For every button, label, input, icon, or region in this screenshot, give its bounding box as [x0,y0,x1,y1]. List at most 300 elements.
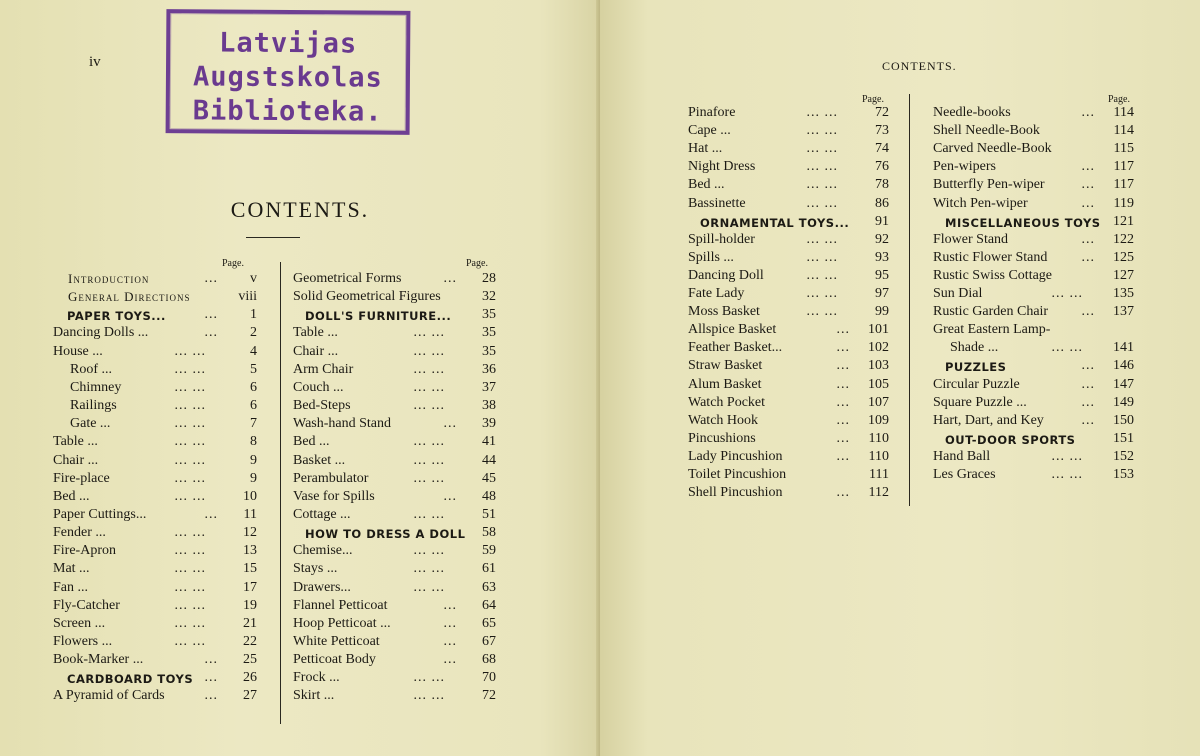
entry-label: OUT-DOOR SPORTS [945,432,1076,447]
entry-label: MISCELLANEOUS TOYS [945,215,1101,230]
contents-entry[interactable] [53,598,257,616]
entry-label: Pincushions [688,430,756,446]
entry-leader-dots: ... ... [413,434,445,450]
entry-label: Toilet Pincushion [688,467,787,482]
contents-entry[interactable] [53,271,257,289]
contents-entry[interactable] [933,141,1134,159]
entry-label: Butterfly Pen-wiper [933,177,1045,193]
contents-entry[interactable] [933,286,1134,304]
entry-leader-dots: ... ... [1051,286,1083,301]
entry-label: Feather Basket... [688,340,783,356]
entry-page-number: 10 [243,488,257,504]
entry-label: Allspice Basket [688,322,777,338]
contents-entry[interactable] [293,380,496,398]
entry-label: Flowers ... [53,634,113,649]
entry-leader-dots: ... ... [174,470,206,486]
entry-leader-dots: ... ... [806,249,838,265]
running-head: CONTENTS. [882,59,957,73]
contents-entry[interactable] [688,232,889,250]
entry-label: Bed ... [688,177,725,193]
contents-entry[interactable] [293,471,496,489]
entry-label: Solid Geometrical Figures [293,289,441,305]
entry-label: Watch Pocket [688,394,766,410]
contents-entry[interactable] [293,507,496,525]
entry-leader-dots: ... ... [174,597,206,613]
contents-entry[interactable] [53,652,257,670]
contents-entry[interactable] [688,358,889,376]
contents-entry[interactable] [293,489,496,507]
contents-entry[interactable] [933,123,1134,141]
contents-entry[interactable] [293,271,496,289]
entry-leader-dots: ... ... [174,398,206,414]
entry-leader-dots: ... [443,634,457,649]
entry-leader-dots: ... [836,430,850,446]
entry-page-number: 19 [243,597,257,613]
entry-page-number: 149 [1113,394,1134,410]
entry-label: Stays ... [293,561,338,577]
contents-entry[interactable] [688,250,889,268]
entry-leader-dots: ... [1081,105,1095,120]
entry-page-number: 114 [1113,105,1134,120]
entry-leader-dots: ... [1081,412,1095,428]
entry-label: Gate ... [70,416,111,432]
entry-page-number: 65 [482,615,496,631]
entry-leader-dots: ... [1081,177,1095,193]
entry-label: Paper Cuttings... [53,506,147,522]
contents-entry[interactable] [688,141,889,159]
entry-label: Chemise... [293,543,353,559]
entry-label: Rustic Flower Stand [933,249,1048,265]
entry-label: Pen-wipers [933,159,996,175]
entry-leader-dots: ... ... [413,361,445,377]
entry-page-number: 111 [869,467,889,482]
entry-label: Dancing Dolls ... [53,325,149,341]
entry-page-number: 58 [482,525,496,541]
entry-label: Book-Marker ... [53,652,144,668]
entry-page-number: 35 [482,325,496,341]
contents-entry[interactable] [293,307,496,325]
page-title: CONTENTS. [230,197,370,222]
contents-entry[interactable] [53,471,257,489]
contents-entry[interactable] [933,177,1134,195]
entry-label: Rustic Garden Chair [933,304,1049,320]
entry-leader-dots: ... ... [174,615,206,631]
entry-page-number: 6 [250,398,257,414]
entry-leader-dots: ... ... [174,452,206,468]
entry-page-number: 64 [482,597,496,613]
entry-label: Introduction [68,271,150,286]
entry-label: Flower Stand [933,231,1009,247]
contents-entry[interactable] [688,304,889,322]
contents-entry[interactable] [53,289,257,307]
entry-leader-dots: ... ... [174,579,206,595]
entry-page-number: 72 [875,105,889,120]
entry-leader-dots: ... ... [806,123,838,139]
contents-entry[interactable] [933,159,1134,177]
contents-entry[interactable] [293,598,496,616]
contents-entry[interactable] [933,413,1134,431]
entry-page-number: 117 [1113,159,1134,175]
entry-page-number: 115 [1113,141,1134,157]
entry-leader-dots: ... [443,652,457,668]
entry-page-number: 150 [1113,412,1134,428]
contents-entry[interactable] [688,105,889,123]
entry-page-number: 9 [250,452,257,468]
contents-entry[interactable] [293,543,496,561]
entry-label: Witch Pen-wiper [933,195,1028,211]
entry-label: Screen ... [53,615,106,631]
entry-leader-dots: ... ... [413,398,445,414]
entry-leader-dots: ... [443,488,457,504]
entry-label: Carved Needle-Book [933,141,1052,157]
entry-leader-dots: ... [1081,231,1095,247]
entry-label: Flannel Petticoat [293,597,388,613]
entry-page-number: 152 [1113,448,1134,464]
entry-label: Spills ... [688,249,734,265]
entry-page-number: 91 [875,213,889,229]
entry-page-number: 37 [482,379,496,395]
contents-entry[interactable] [53,580,257,598]
contents-entry[interactable] [933,377,1134,395]
contents-entry[interactable] [293,580,496,598]
entry-page-number: 25 [243,652,257,668]
entry-label: Couch ... [293,379,344,395]
entry-label: Hand Ball [933,448,991,464]
title-rule [246,237,300,238]
entry-page-number: 103 [868,358,889,374]
entry-page-number: 121 [1113,213,1134,229]
contents-entry[interactable] [53,561,257,579]
entry-page-number: 72 [482,688,496,704]
entry-leader-dots: ... [443,416,457,432]
entry-leader-dots: ... ... [806,231,838,247]
contents-entry[interactable] [933,232,1134,250]
entry-page-number: 127 [1113,267,1134,283]
entry-leader-dots: ... ... [174,561,206,577]
contents-entry[interactable] [293,652,496,670]
entry-label: Fire-place [53,470,110,486]
entry-label: Vase for Spills [293,488,375,504]
entry-leader-dots: ... ... [413,688,445,704]
entry-page-number: 107 [868,394,889,410]
contents-entry[interactable] [933,196,1134,214]
contents-entry[interactable] [933,467,1134,485]
contents-entry[interactable] [293,344,496,362]
entry-label: Geometrical Forms [293,271,402,286]
contents-entry[interactable] [293,688,496,706]
entry-page-number: 2 [250,325,257,341]
contents-entry[interactable] [53,398,257,416]
contents-entry[interactable] [53,525,257,543]
entry-label: Night Dress [688,159,756,175]
contents-entry[interactable] [53,543,257,561]
contents-entry[interactable] [688,268,889,286]
entry-page-number: 74 [875,141,889,157]
contents-entry[interactable] [933,322,1134,340]
contents-entry[interactable] [688,214,889,232]
entry-leader-dots: ... ... [174,543,206,559]
contents-entry[interactable] [688,431,889,449]
entry-leader-dots: ... [1081,376,1095,392]
entry-page-number: 93 [875,249,889,265]
contents-entry[interactable] [53,416,257,434]
entry-page-number: 1 [250,307,257,323]
entry-leader-dots: ... [836,358,850,374]
entry-label: Fate Lady [688,286,745,301]
contents-entry[interactable] [293,561,496,579]
entry-label: House ... [53,343,103,359]
entry-page-number: 117 [1113,177,1134,193]
entry-leader-dots: ... ... [806,105,838,120]
entry-page-number: 39 [482,416,496,432]
entry-leader-dots: ... [1081,249,1095,265]
entry-leader-dots: ... ... [413,470,445,486]
entry-page-number: 35 [482,307,496,323]
entry-label: Rustic Swiss Cottage [933,267,1053,283]
contents-entry[interactable] [293,325,496,343]
entry-page-number: 12 [243,525,257,541]
contents-entry[interactable] [688,177,889,195]
entry-label: Bed ... [293,434,330,450]
entry-page-number: 146 [1113,358,1134,374]
entry-leader-dots: ... [1081,195,1095,211]
contents-entry[interactable] [688,395,889,413]
entry-label: Arm Chair [293,361,354,377]
contents-entry[interactable] [293,416,496,434]
entry-label: Cottage ... [293,506,351,522]
entry-leader-dots: ... [204,307,218,323]
column-divider-right [909,94,910,506]
contents-entry[interactable] [293,289,496,307]
contents-entry[interactable] [933,214,1134,232]
entry-leader-dots: ... ... [413,379,445,395]
contents-entry[interactable] [933,358,1134,376]
contents-entry[interactable] [53,634,257,652]
entry-page-number: 73 [875,123,889,139]
entry-page-number: 101 [868,322,889,338]
entry-page-number: 135 [1113,286,1134,301]
entry-label: Hart, Dart, and Key [933,412,1044,428]
contents-entry[interactable] [293,362,496,380]
entry-label: DOLL'S FURNITURE... [305,309,452,324]
entry-label: Moss Basket [688,304,760,320]
entry-leader-dots: ... [204,325,218,341]
contents-entry[interactable] [53,380,257,398]
entry-page-number: 21 [243,615,257,631]
contents-entry[interactable] [53,616,257,634]
entry-page-number: 7 [250,416,257,432]
contents-entry[interactable] [688,340,889,358]
contents-entry[interactable] [293,453,496,471]
entry-page-number: 68 [482,652,496,668]
entry-page-number: viii [238,289,257,305]
entry-leader-dots: ... ... [413,325,445,341]
contents-entry[interactable] [293,525,496,543]
entry-page-number: 99 [875,304,889,320]
entry-page-number: 95 [875,267,889,283]
entry-leader-dots: ... ... [1051,448,1083,464]
entry-page-number: 36 [482,361,496,377]
entry-leader-dots: ... [836,448,850,464]
contents-entry[interactable] [688,123,889,141]
contents-entry[interactable] [293,434,496,452]
contents-entry[interactable] [933,250,1134,268]
contents-entry[interactable] [53,507,257,525]
entry-leader-dots: ... ... [174,634,206,649]
entry-page-number: 51 [482,506,496,522]
entry-label: Chair ... [293,343,339,359]
entry-page-number: v [250,271,257,286]
stamp-line-1: Latvijas [219,27,358,60]
entry-page-number: 102 [868,340,889,356]
entry-leader-dots: ... [836,412,850,428]
entry-leader-dots: ... [1081,304,1095,320]
contents-entry[interactable] [933,431,1134,449]
contents-entry[interactable] [688,322,889,340]
entry-leader-dots: ... ... [413,506,445,522]
entry-leader-dots: ... ... [174,379,206,395]
contents-entry[interactable] [933,340,1134,358]
entry-label: White Petticoat [293,634,380,649]
entry-page-number: 27 [243,688,257,704]
stamp-line-3: Biblioteka. [192,95,383,128]
contents-entry[interactable] [53,688,257,706]
entry-page-number: 105 [868,376,889,392]
entry-label: Railings [70,398,117,414]
contents-entry[interactable] [53,434,257,452]
contents-entry[interactable] [933,395,1134,413]
entry-leader-dots: ... ... [174,434,206,450]
entry-leader-dots: ... ... [413,561,445,577]
contents-entry[interactable] [933,105,1134,123]
entry-page-number: 67 [482,634,496,649]
entry-page-number: 86 [875,195,889,211]
entry-page-number: 22 [243,634,257,649]
entry-label: Fly-Catcher [53,597,120,613]
entry-label: Table ... [293,325,338,341]
entry-leader-dots: ... [836,394,850,410]
entry-leader-dots: ... [204,670,218,686]
entry-label: Chair ... [53,452,99,468]
entry-page-number: 125 [1113,249,1134,265]
entry-leader-dots: ... ... [174,343,206,359]
entry-label: Bed ... [53,488,90,504]
contents-entry[interactable] [933,268,1134,286]
stamp-line-2: Augstskolas [192,61,383,94]
contents-entry[interactable] [688,159,889,177]
entry-leader-dots: ... [836,322,850,338]
entry-page-number: 28 [482,271,496,286]
page-column-header: Page. [1108,94,1130,105]
entry-page-number: 147 [1113,376,1134,392]
contents-entry[interactable] [53,344,257,362]
contents-entry[interactable] [688,413,889,431]
entry-page-number: 44 [482,452,496,468]
entry-label: Shell Needle-Book [933,123,1040,139]
entry-page-number: 4 [250,343,257,359]
entry-page-number: 13 [243,543,257,559]
contents-entry[interactable] [53,307,257,325]
entry-label: Basket ... [293,452,346,468]
contents-entry[interactable] [53,362,257,380]
entry-label: Needle-books [933,105,1011,120]
entry-leader-dots: ... ... [806,177,838,193]
entry-leader-dots: ... [204,652,218,668]
contents-entry[interactable] [933,449,1134,467]
entry-page-number: 11 [243,506,257,522]
entry-page-number: 45 [482,470,496,486]
entry-page-number: 114 [1113,123,1134,139]
entry-leader-dots: ... ... [413,343,445,359]
contents-entry[interactable] [688,286,889,304]
entry-label: Pinafore [688,105,736,120]
entry-label: Cape ... [688,123,731,139]
contents-entry[interactable] [688,467,889,485]
entry-label: Frock ... [293,670,340,686]
entry-label: Chimney [70,379,122,395]
entry-label: Perambulator [293,470,369,486]
contents-entry[interactable] [688,485,889,503]
entry-leader-dots: ... ... [806,195,838,211]
contents-entry[interactable] [53,489,257,507]
entry-leader-dots: ... [443,271,457,286]
contents-entry[interactable] [293,398,496,416]
entry-leader-dots: ... ... [413,670,445,686]
entry-page-number: 8 [250,434,257,450]
entry-page-number: 70 [482,670,496,686]
entry-leader-dots: ... ... [174,488,206,504]
entry-label: Sun Dial [933,286,983,301]
contents-entry[interactable] [293,616,496,634]
page-column-header: Page. [466,258,488,269]
entry-page-number: 17 [243,579,257,595]
entry-label: Lady Pincushion [688,448,783,464]
entry-label: Skirt ... [293,688,335,704]
entry-leader-dots: ... ... [806,304,838,320]
entry-page-number: 61 [482,561,496,577]
contents-entry[interactable] [688,377,889,395]
contents-entry[interactable] [53,325,257,343]
entry-page-number: 38 [482,398,496,414]
contents-entry[interactable] [688,449,889,467]
entry-label: Wash-hand Stand [293,416,392,432]
entry-page-number: 78 [875,177,889,193]
entry-leader-dots: ... [1081,394,1095,410]
contents-entry[interactable] [933,304,1134,322]
contents-entry[interactable] [688,196,889,214]
contents-entry[interactable] [293,670,496,688]
contents-entry[interactable] [53,670,257,688]
entry-leader-dots: ... [204,506,218,522]
contents-entry[interactable] [53,453,257,471]
entry-leader-dots: ... [443,615,457,631]
entry-label: Table ... [53,434,98,450]
entry-leader-dots: ... ... [806,159,838,175]
entry-page-number: 97 [875,286,889,301]
entry-leader-dots: ... ... [1051,467,1083,482]
entry-label: PUZZLES [945,360,1007,375]
entry-page-number: 110 [868,448,889,464]
entry-page-number: 109 [868,412,889,428]
entry-label: CARDBOARD TOYS [67,672,194,687]
contents-entry[interactable] [293,634,496,652]
entry-page-number: 119 [1113,195,1134,211]
entry-page-number: 137 [1113,304,1134,320]
entry-label: General Directions [68,289,191,305]
entry-leader-dots: ... [836,376,850,392]
entry-label: Fire-Apron [53,543,116,559]
page-number: iv [89,54,101,70]
